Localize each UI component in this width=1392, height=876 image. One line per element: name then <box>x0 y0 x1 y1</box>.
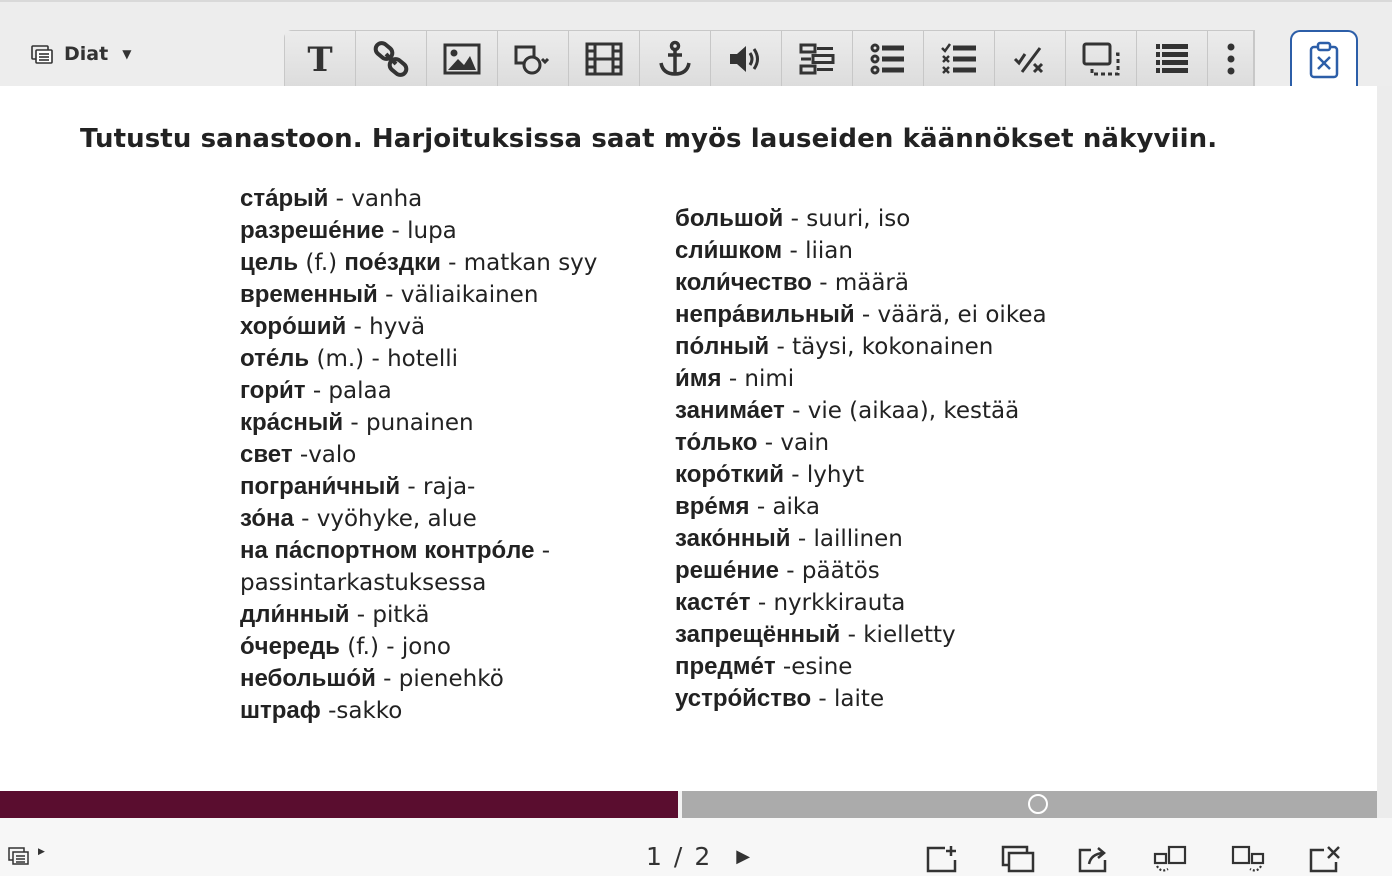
more-options-button[interactable] <box>1208 31 1254 87</box>
vocabulary-item <box>240 471 640 503</box>
vocabulary-item <box>240 439 640 471</box>
vocabulary-item <box>675 619 1235 651</box>
finnish-translation: - lyhyt <box>783 462 865 488</box>
russian-word: коли́чество <box>675 269 812 296</box>
vocabulary-item <box>675 683 1235 715</box>
progress-fill <box>0 791 678 818</box>
gap-fill-icon <box>797 39 837 79</box>
russian-word: свет <box>240 441 293 468</box>
finnish-translation: - lupa <box>384 218 457 244</box>
finnish-translation: -valo <box>292 442 357 468</box>
current-page: 1 <box>646 842 662 871</box>
clipboard-tool-button[interactable] <box>1290 30 1358 88</box>
slides-menu-label: Diat <box>64 43 109 65</box>
slide-title: Tutustu sanastoon. Harjoituksissa saat myös lauseiden käännökset näkyviin. <box>80 124 1218 154</box>
vocabulary-item <box>675 299 1235 331</box>
finnish-translation: - laite <box>811 686 885 712</box>
dropzone-icon <box>1081 39 1121 79</box>
progress-handle[interactable] <box>1028 794 1048 814</box>
russian-word: запрещённый <box>675 621 841 648</box>
vocabulary-item <box>240 247 640 279</box>
finnish-translation: - pitkä <box>349 602 430 628</box>
russian-word: разреше́ние <box>240 217 385 244</box>
finnish-translation: - väliaikainen <box>377 282 539 308</box>
russian-word: пое́здки <box>344 249 441 276</box>
text-tool-button[interactable] <box>285 31 356 87</box>
scroll-gutter <box>1377 86 1392 818</box>
next-slide-icon[interactable]: ▶ <box>736 846 751 867</box>
russian-word: вре́мя <box>675 493 750 520</box>
rows-tool-button[interactable] <box>1137 31 1208 87</box>
slides-icon <box>8 846 32 866</box>
link-icon <box>371 39 411 79</box>
finnish-translation: passintarkastuksessa <box>240 570 487 596</box>
move-slide-left-button[interactable] <box>1150 842 1190 876</box>
vertical-dots-icon <box>1211 39 1251 79</box>
russian-word: о́чередь <box>240 633 340 660</box>
vocabulary-item <box>240 503 640 535</box>
russian-word: временный <box>240 281 378 308</box>
finnish-translation: -sakko <box>320 698 403 724</box>
grammar-note: (f.) <box>298 250 345 276</box>
russian-word: кра́сный <box>240 409 344 436</box>
text-T-icon <box>300 39 340 79</box>
finnish-translation: - vie (aikaa), kestää <box>784 398 1020 424</box>
footer-bar <box>0 818 1392 876</box>
finnish-translation: - pienehkö <box>375 666 504 692</box>
audio-tool-button[interactable] <box>711 31 782 87</box>
russian-word: устро́йство <box>675 685 812 712</box>
vocabulary-item <box>675 267 1235 299</box>
bullet-list-icon <box>868 39 908 79</box>
vocabulary-item <box>240 215 640 247</box>
finnish-translation: - raja- <box>400 474 476 500</box>
checklist-tool-button[interactable] <box>924 31 995 87</box>
vocabulary-item <box>675 555 1235 587</box>
gaps-tool-button[interactable] <box>782 31 853 87</box>
duplicate-slide-button[interactable] <box>998 842 1038 876</box>
vocabulary-item <box>240 631 640 663</box>
vocabulary-item <box>240 279 640 311</box>
russian-word: большой <box>675 205 784 232</box>
vocabulary-item <box>240 343 640 375</box>
russian-word: оте́ль <box>240 345 310 372</box>
percent-icon <box>1010 39 1050 79</box>
grammar-note: (m.) <box>309 346 365 372</box>
video-tool-button[interactable] <box>569 31 640 87</box>
anchor-tool-button[interactable] <box>640 31 711 87</box>
russian-word: пограни́чный <box>240 473 401 500</box>
checklist-icon <box>939 39 979 79</box>
vocabulary-item <box>675 523 1235 555</box>
add-slide-button[interactable] <box>922 842 962 876</box>
vocabulary-right-column <box>675 203 1235 715</box>
link-tool-button[interactable] <box>356 31 427 87</box>
export-slide-button[interactable] <box>1074 842 1114 876</box>
finnish-translation: - suuri, iso <box>783 206 911 232</box>
caret-right-icon: ▶ <box>38 847 45 857</box>
speaker-icon <box>726 39 766 79</box>
russian-word: зако́нный <box>675 525 791 552</box>
vocabulary-item <box>240 599 640 631</box>
russian-word: на па́спортном контро́ле <box>240 537 535 564</box>
vocabulary-item <box>240 695 640 727</box>
progress-divider <box>678 791 682 818</box>
finnish-translation: - laillinen <box>790 526 903 552</box>
finnish-translation: - kielletty <box>840 622 956 648</box>
finnish-translation: - vanha <box>328 186 423 212</box>
vocabulary-item <box>240 311 640 343</box>
move-slide-right-icon <box>1231 844 1265 874</box>
total-pages: 2 <box>694 842 711 871</box>
russian-word: предме́т <box>675 653 776 680</box>
pager <box>646 842 750 871</box>
vocabulary-item <box>675 235 1235 267</box>
russian-word: ста́рый <box>240 185 329 212</box>
rows-list-icon <box>1152 39 1192 79</box>
vocabulary-item <box>675 459 1235 491</box>
finnish-translation: - jono <box>378 634 451 660</box>
dropzone-tool-button[interactable] <box>1066 31 1137 87</box>
finnish-translation: - aika <box>749 494 820 520</box>
grammar-note: (f.) <box>339 634 379 660</box>
percent-tool-button[interactable] <box>995 31 1066 87</box>
finnish-translation: - <box>534 538 551 564</box>
vocabulary-item <box>675 587 1235 619</box>
finnish-translation: - hyvä <box>346 314 426 340</box>
finnish-translation: - hotelli <box>364 346 459 372</box>
page-separator: / <box>673 842 683 871</box>
footer-slides-menu[interactable] <box>8 846 45 866</box>
vocabulary-item <box>675 203 1235 235</box>
editor-toolbar <box>284 30 1255 87</box>
clipboard-x-icon <box>1306 41 1342 79</box>
close-fullscreen-button[interactable] <box>1305 842 1345 876</box>
russian-word: штраф <box>240 697 321 724</box>
vocabulary-item <box>240 183 640 215</box>
shapes-icon <box>513 39 553 79</box>
russian-word: по́лный <box>675 333 770 360</box>
russian-word: касте́т <box>675 589 751 616</box>
finnish-translation: - väärä, ei oikea <box>854 302 1047 328</box>
russian-word: цель <box>240 249 299 276</box>
russian-word: зо́на <box>240 505 294 532</box>
export-slide-icon <box>1077 844 1111 874</box>
russian-word: небольшо́й <box>240 665 376 692</box>
vocabulary-item <box>675 651 1235 683</box>
finnish-translation: - vain <box>757 430 830 456</box>
finnish-translation: - punainen <box>343 410 474 436</box>
vocabulary-item <box>675 363 1235 395</box>
finnish-translation: -esine <box>775 654 853 680</box>
russian-word: гори́т <box>240 377 306 404</box>
slides-menu[interactable] <box>30 40 131 68</box>
add-slide-icon <box>925 844 959 874</box>
vocabulary-item <box>675 427 1235 459</box>
finnish-translation: - nyrkkirauta <box>750 590 906 616</box>
svg-text:T: T <box>307 40 333 79</box>
russian-word: дли́нный <box>240 601 350 628</box>
russian-word: непра́вильный <box>675 301 855 328</box>
move-slide-left-icon <box>1153 844 1187 874</box>
russian-word: занима́ет <box>675 397 785 424</box>
vocabulary-item <box>240 663 640 695</box>
close-fullscreen-icon <box>1308 844 1342 874</box>
finnish-translation: - vyöhyke, alue <box>293 506 477 532</box>
russian-word: сли́шком <box>675 237 783 264</box>
russian-word: и́мя <box>675 365 722 392</box>
vocabulary-item <box>675 331 1235 363</box>
russian-word: то́лько <box>675 429 758 456</box>
russian-word: реше́ние <box>675 557 779 584</box>
russian-word: коро́ткий <box>675 461 784 488</box>
duplicate-slide-icon <box>1001 844 1035 874</box>
slide-canvas <box>0 86 1377 791</box>
vocabulary-item <box>240 375 640 407</box>
slide-progress-bar[interactable] <box>0 791 1377 818</box>
vocabulary-item <box>675 395 1235 427</box>
finnish-translation: - päätös <box>778 558 880 584</box>
vocabulary-item <box>675 491 1235 523</box>
move-slide-right-button[interactable] <box>1228 842 1268 876</box>
finnish-translation: - määrä <box>811 270 909 296</box>
finnish-translation: - täysi, kokonainen <box>769 334 994 360</box>
slides-icon <box>30 42 54 66</box>
top-divider <box>0 0 1392 2</box>
image-tool-button[interactable] <box>427 31 498 87</box>
vocabulary-item <box>240 535 640 567</box>
list-tool-button[interactable] <box>853 31 924 87</box>
film-icon <box>584 39 624 79</box>
caret-down-icon: ▼ <box>122 47 132 61</box>
finnish-translation: - nimi <box>721 366 795 392</box>
image-icon <box>442 39 482 79</box>
finnish-translation: - palaa <box>305 378 392 404</box>
shapes-tool-button[interactable] <box>498 31 569 87</box>
vocabulary-left-column <box>240 183 640 727</box>
finnish-translation: - liian <box>782 238 853 264</box>
finnish-translation: - matkan syy <box>440 250 598 276</box>
vocabulary-item <box>240 567 640 599</box>
anchor-icon <box>655 39 695 79</box>
vocabulary-item <box>240 407 640 439</box>
russian-word: хоро́ший <box>240 313 347 340</box>
